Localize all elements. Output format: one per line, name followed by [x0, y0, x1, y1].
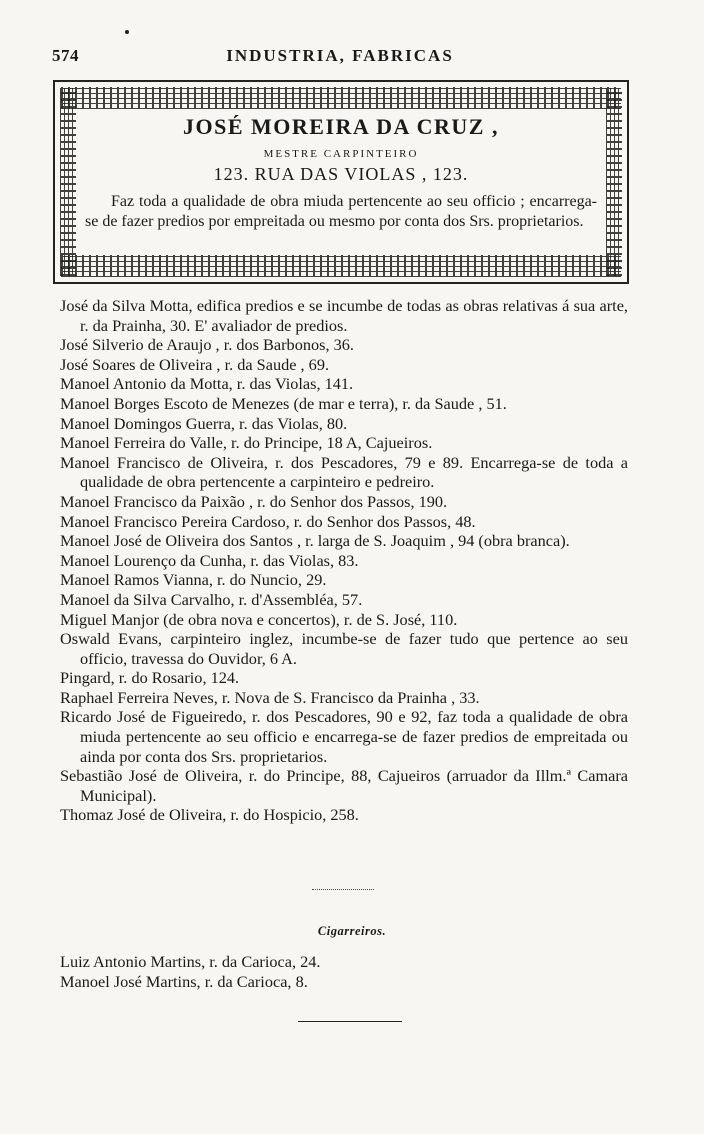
ink-dot	[125, 30, 129, 34]
section-divider	[312, 889, 374, 890]
list-item: Manoel Ferreira do Valle, r. do Principe, 18 A, Cajueiros.	[60, 433, 433, 453]
list-item: Manoel Ramos Vianna, r. do Nuncio, 29.	[60, 570, 327, 590]
list-item: José Soares de Oliveira , r. da Saude , 69.	[60, 354, 330, 374]
advertisement-box	[53, 80, 629, 284]
list-item: Manoel José de Oliveira dos Santos , r. larga de S. Joaquim , 94 (obra branca).	[60, 531, 570, 551]
list-item: Ricardo José de Figueiredo, r. dos Pescadores, 90 e 92, faz toda a qualidade de obra miuda pertencente ao seu officio e encarrega-se de fazer predios de empreitada ou ainda por conta dos Srs. proprietarios.	[60, 707, 628, 766]
page-number: 574	[52, 46, 79, 65]
list-item: Luiz Antonio Martins, r. da Carioca, 24.	[60, 952, 321, 971]
list-item: Miguel Manjor (de obra nova e concertos), r. de S. José, 110.	[60, 609, 458, 629]
advertisement-text: Faz toda a qualidade de obra miuda pertencente ao seu officio ; encarrega-se de fazer predios por empreitada ou mesmo por conta dos Srs. proprietarios.	[85, 193, 597, 230]
list-item: Pingard, r. do Rosario, 124.	[60, 668, 240, 688]
carpenters-list	[60, 296, 628, 825]
list-item: Raphael Ferreira Neves, r. Nova de S. Francisco da Prainha , 33.	[60, 687, 480, 707]
list-item: Manoel Antonio da Motta, r. das Violas, 141.	[60, 374, 354, 394]
list-item: José Silverio de Araujo , r. dos Barbonos, 36.	[60, 335, 354, 355]
cigar-makers-list	[60, 952, 628, 991]
section-heading: Cigarreiros.	[317, 924, 387, 938]
list-item: Manoel Lourenço da Cunha, r. das Violas, 83.	[60, 550, 359, 570]
ornamental-border-bottom	[61, 255, 621, 277]
advertiser-trade: MESTRE CARPINTEIRO	[263, 148, 419, 160]
list-item: Manoel Francisco de Oliveira, r. dos Pescadores, 79 e 89. Encarrega-se de toda a qualidade de obra pertencente a carpinteiro e pedreiro.	[60, 452, 628, 492]
ornamental-border-left	[60, 88, 76, 276]
ornamental-border-right	[606, 88, 622, 276]
page-header	[52, 46, 628, 72]
running-head: INDUSTRIA, FABRICAS	[226, 46, 454, 65]
list-item: Manoel José Martins, r. da Carioca, 8.	[60, 971, 308, 991]
list-item: Manoel da Silva Carvalho, r. d'Assembléa, 57.	[60, 589, 363, 609]
list-item: Manoel Francisco Pereira Cardoso, r. do Senhor dos Passos, 48.	[60, 511, 476, 531]
ornamental-border-top	[61, 87, 621, 109]
list-item: José da Silva Motta, edifica predios e se incumbe de todas as obras relativas á sua arte, r. da Prainha, 30. E' avaliador de predios.	[60, 296, 628, 335]
list-item: Oswald Evans, carpinteiro inglez, incumbe-se de fazer tudo que pertence ao seu officio, travessa do Ouvidor, 6 A.	[60, 629, 628, 668]
list-item: Sebastião José de Oliveira, r. do Principe, 88, Cajueiros (arruador da Illm.ª Camara Municipal).	[60, 766, 628, 805]
list-item: Manoel Borges Escoto de Menezes (de mar e terra), r. da Saude , 51.	[60, 393, 507, 413]
list-item: Manoel Domingos Guerra, r. das Violas, 80.	[60, 413, 348, 433]
list-item: Thomaz José de Oliveira, r. do Hospicio, 258.	[60, 805, 359, 825]
end-rule	[298, 1021, 402, 1022]
advertiser-address: 123. RUA DAS VIOLAS , 123.	[213, 164, 469, 184]
advertiser-name: JOSÉ MOREIRA DA CRUZ ,	[183, 114, 499, 139]
list-item: Manoel Francisco da Paixão , r. do Senhor dos Passos, 190.	[60, 491, 448, 511]
advertisement-content	[81, 114, 601, 250]
